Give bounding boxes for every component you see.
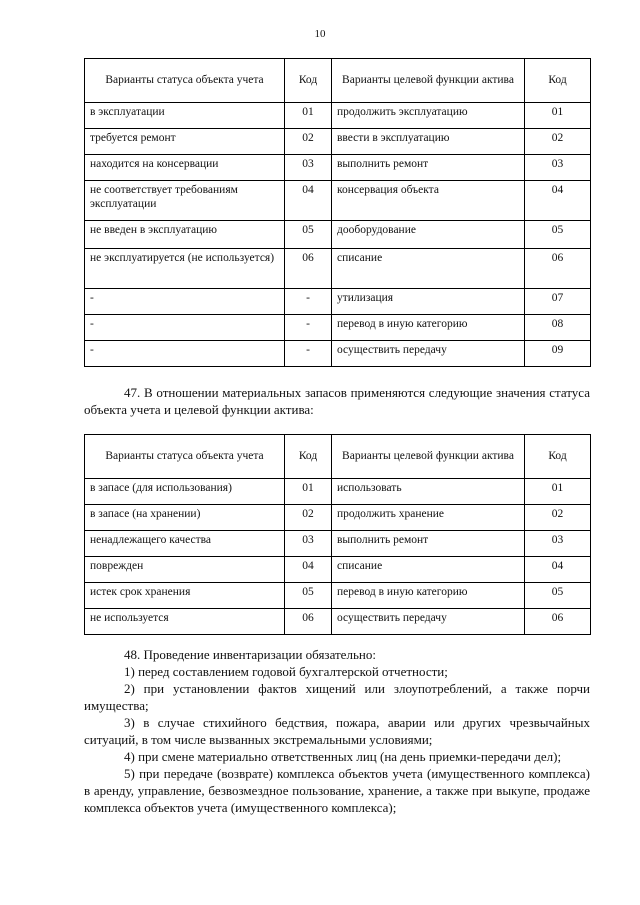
function-cell: продолжить эксплуатацию: [332, 103, 525, 129]
table-row: [85, 181, 591, 221]
code-cell: 04: [285, 181, 332, 221]
status-cell: -: [85, 289, 285, 315]
function-cell: списание: [332, 557, 525, 583]
function-cell: перевод в иную категорию: [332, 315, 525, 341]
table-row: [85, 505, 591, 531]
function-cell: перевод в иную категорию: [332, 583, 525, 609]
function-cell: использовать: [332, 479, 525, 505]
status-cell: -: [85, 341, 285, 367]
function-cell: выполнить ремонт: [332, 531, 525, 557]
code-cell: 04: [285, 557, 332, 583]
list-item: 3) в случае стихийного бедствия, пожара, аварии или других чрезвычайных ситуаций, в том числе вызванных экстремальными условиями;: [84, 715, 590, 747]
header-function: Варианты целевой функции актива: [332, 59, 525, 103]
section-48: [84, 646, 590, 816]
header-code: Код: [285, 59, 332, 103]
function-cell: списание: [332, 249, 525, 289]
code-cell: 02: [285, 129, 332, 155]
function-cell: продолжить хранение: [332, 505, 525, 531]
status-cell: -: [85, 315, 285, 341]
header-status: Варианты статуса объекта учета: [85, 59, 285, 103]
status-cell: не используется: [85, 609, 285, 635]
code-cell: 07: [525, 289, 591, 315]
status-table-assets: [84, 58, 591, 367]
status-cell: не эксплуатируется (не используется): [85, 249, 285, 289]
table-row: [85, 341, 591, 367]
code-cell: 06: [285, 249, 332, 289]
code-cell: 04: [525, 557, 591, 583]
list-item: 2) при установлении фактов хищений или злоупотреблений, а также порчи имущества;: [84, 681, 590, 713]
function-cell: ввести в эксплуатацию: [332, 129, 525, 155]
code-cell: 03: [525, 531, 591, 557]
code-cell: 02: [285, 505, 332, 531]
code-cell: 05: [285, 583, 332, 609]
function-cell: консервация объекта: [332, 181, 525, 221]
code-cell: 01: [285, 103, 332, 129]
code-cell: 08: [525, 315, 591, 341]
table-row: [85, 289, 591, 315]
header-code-2: Код: [525, 59, 591, 103]
table-row: [85, 315, 591, 341]
code-cell: 06: [525, 249, 591, 289]
table-row: [85, 249, 591, 289]
list-item: 1) перед составлением годовой бухгалтерской отчетности;: [124, 664, 448, 679]
code-cell: 05: [525, 583, 591, 609]
function-cell: осуществить передачу: [332, 341, 525, 367]
table-row: [85, 129, 591, 155]
paragraph-47: 47. В отношении материальных запасов применяются следующие значения статуса объекта учета и целевой функции актива:: [84, 385, 590, 417]
status-cell: в запасе (на хранении): [85, 505, 285, 531]
list-item: 4) при смене материально ответственных лиц (на день приемки-передачи дел);: [124, 749, 562, 764]
table-row: [85, 557, 591, 583]
code-cell: 05: [525, 221, 591, 249]
code-cell: 03: [285, 155, 332, 181]
function-cell: дооборудование: [332, 221, 525, 249]
table-row: [85, 155, 591, 181]
code-cell: 06: [525, 609, 591, 635]
table-header-row: [85, 435, 591, 479]
table-row: [85, 479, 591, 505]
header-status: Варианты статуса объекта учета: [85, 435, 285, 479]
code-cell: 06: [285, 609, 332, 635]
header-code-2: Код: [525, 435, 591, 479]
status-cell: находится на консервации: [85, 155, 285, 181]
code-cell: -: [285, 341, 332, 367]
function-cell: выполнить ремонт: [332, 155, 525, 181]
status-cell: не соответствует требованиям эксплуатации: [85, 181, 285, 221]
table-row: [85, 531, 591, 557]
status-cell: истек срок хранения: [85, 583, 285, 609]
table-header-row: [85, 59, 591, 103]
table-row: [85, 583, 591, 609]
code-cell: 03: [525, 155, 591, 181]
list-item: 5) при передаче (возврате) комплекса объектов учета (имущественного комплекса) в аренду, управление, безвозмездное пользование, хранение, а также при выкупе, продаже комплекса объектов учета (имущественного комплекса);: [84, 766, 590, 815]
code-cell: 01: [525, 103, 591, 129]
paragraph-48-title: 48. Проведение инвентаризации обязательно:: [124, 647, 376, 662]
code-cell: -: [285, 315, 332, 341]
page-number: 10: [314, 28, 326, 40]
code-cell: 01: [525, 479, 591, 505]
code-cell: 02: [525, 505, 591, 531]
code-cell: 04: [525, 181, 591, 221]
header-code: Код: [285, 435, 332, 479]
status-cell: не введен в эксплуатацию: [85, 221, 285, 249]
status-cell: в запасе (для использования): [85, 479, 285, 505]
code-cell: -: [285, 289, 332, 315]
code-cell: 05: [285, 221, 332, 249]
table-row: [85, 609, 591, 635]
code-cell: 09: [525, 341, 591, 367]
status-cell: поврежден: [85, 557, 285, 583]
code-cell: 03: [285, 531, 332, 557]
status-table-inventory: [84, 434, 591, 635]
function-cell: осуществить передачу: [332, 609, 525, 635]
status-cell: ненадлежащего качества: [85, 531, 285, 557]
table-row: [85, 221, 591, 249]
status-cell: требуется ремонт: [85, 129, 285, 155]
header-function: Варианты целевой функции актива: [332, 435, 525, 479]
code-cell: 01: [285, 479, 332, 505]
code-cell: 02: [525, 129, 591, 155]
function-cell: утилизация: [332, 289, 525, 315]
table-row: [85, 103, 591, 129]
status-cell: в эксплуатации: [85, 103, 285, 129]
